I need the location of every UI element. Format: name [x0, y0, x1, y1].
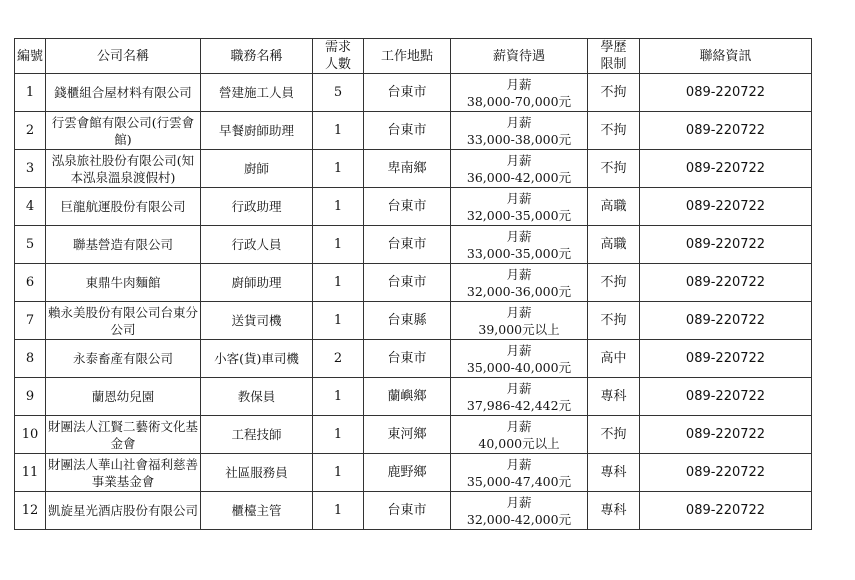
row-job: 櫃檯主管 [201, 492, 313, 530]
salary-type: 月薪 [506, 418, 532, 434]
salary-range: 35,000-47,400元 [466, 473, 572, 489]
row-no: 12 [15, 492, 46, 530]
row-company: 東鼎牛肉麵館 [46, 264, 201, 302]
salary-range: 36,000-42,000元 [466, 169, 572, 185]
row-contact: 089-220722 [640, 188, 812, 226]
salary-type: 月薪 [506, 114, 532, 130]
table-row [15, 340, 812, 378]
row-company: 賴永美股份有限公司台東分公司 [46, 302, 201, 340]
salary-type: 月薪 [506, 342, 532, 358]
table-row [15, 74, 812, 112]
salary-type: 月薪 [506, 456, 532, 472]
row-company: 巨龍航運股份有限公司 [46, 188, 201, 226]
row-salary [451, 416, 588, 454]
salary-type: 月薪 [506, 228, 532, 244]
row-count: 1 [313, 492, 364, 530]
row-salary [451, 150, 588, 188]
row-count: 1 [313, 150, 364, 188]
row-contact: 089-220722 [640, 340, 812, 378]
row-education: 專科 [588, 378, 640, 416]
row-company: 蘭恩幼兒園 [46, 378, 201, 416]
row-location: 卑南鄉 [364, 150, 451, 188]
row-education: 高職 [588, 188, 640, 226]
row-location: 台東市 [364, 340, 451, 378]
row-job: 教保員 [201, 378, 313, 416]
row-location: 東河鄉 [364, 416, 451, 454]
row-no: 7 [15, 302, 46, 340]
row-location: 台東市 [364, 492, 451, 530]
salary-type: 月薪 [506, 494, 532, 510]
row-contact: 089-220722 [640, 226, 812, 264]
salary-range: 35,000-40,000元 [466, 359, 572, 375]
table-row [15, 416, 812, 454]
row-salary [451, 112, 588, 150]
row-job: 早餐廚師助理 [201, 112, 313, 150]
row-contact: 089-220722 [640, 74, 812, 112]
salary-range: 33,000-38,000元 [466, 131, 572, 147]
table-row [15, 188, 812, 226]
row-location: 台東市 [364, 188, 451, 226]
salary-range: 32,000-35,000元 [466, 207, 572, 223]
salary-type: 月薪 [506, 380, 532, 396]
row-company: 泓泉旅社股份有限公司(知本泓泉溫泉渡假村) [46, 150, 201, 188]
row-company: 凱旋星光酒店股份有限公司 [46, 492, 201, 530]
table-row [15, 264, 812, 302]
row-salary [451, 302, 588, 340]
row-no: 8 [15, 340, 46, 378]
header-count-line2: 人數 [324, 57, 351, 72]
salary-range: 32,000-42,000元 [466, 511, 572, 527]
row-count: 1 [313, 112, 364, 150]
row-location: 台東市 [364, 226, 451, 264]
row-no: 1 [15, 74, 46, 112]
table-row [15, 150, 812, 188]
row-education: 專科 [588, 492, 640, 530]
row-education: 高中 [588, 340, 640, 378]
header-location: 工作地點 [364, 39, 451, 74]
header-education [588, 39, 640, 74]
row-no: 4 [15, 188, 46, 226]
row-salary [451, 454, 588, 492]
table-body [15, 74, 812, 530]
row-job: 廚師 [201, 150, 313, 188]
row-salary [451, 226, 588, 264]
row-salary [451, 378, 588, 416]
row-count: 1 [313, 378, 364, 416]
row-contact: 089-220722 [640, 454, 812, 492]
table-header-row [15, 39, 812, 74]
row-count: 1 [313, 188, 364, 226]
row-location: 蘭嶼鄉 [364, 378, 451, 416]
row-no: 9 [15, 378, 46, 416]
row-contact: 089-220722 [640, 302, 812, 340]
row-count: 5 [313, 74, 364, 112]
salary-type: 月薪 [506, 266, 532, 282]
row-count: 1 [313, 302, 364, 340]
row-location: 台東縣 [364, 302, 451, 340]
row-contact: 089-220722 [640, 416, 812, 454]
row-no: 6 [15, 264, 46, 302]
row-education: 不拘 [588, 264, 640, 302]
row-no: 2 [15, 112, 46, 150]
row-salary [451, 188, 588, 226]
row-job: 社區服務員 [201, 454, 313, 492]
salary-type: 月薪 [506, 304, 532, 320]
row-contact: 089-220722 [640, 378, 812, 416]
row-no: 3 [15, 150, 46, 188]
salary-range: 38,000-70,000元 [466, 93, 572, 109]
row-company: 聯基營造有限公司 [46, 226, 201, 264]
job-listing-table [14, 38, 812, 530]
header-education-line1: 學歷 [600, 40, 627, 55]
header-count-line1: 需求 [324, 40, 351, 55]
row-job: 工程技師 [201, 416, 313, 454]
row-count: 2 [313, 340, 364, 378]
row-salary [451, 264, 588, 302]
row-education: 不拘 [588, 416, 640, 454]
header-company: 公司名稱 [46, 39, 201, 74]
row-company: 錢櫃組合屋材料有限公司 [46, 74, 201, 112]
row-education: 不拘 [588, 74, 640, 112]
row-job: 送貨司機 [201, 302, 313, 340]
salary-range: 40,000元以上 [478, 435, 560, 451]
salary-type: 月薪 [506, 152, 532, 168]
header-salary: 薪資待遇 [451, 39, 588, 74]
row-no: 10 [15, 416, 46, 454]
row-job: 營建施工人員 [201, 74, 313, 112]
row-education: 不拘 [588, 150, 640, 188]
row-education: 高職 [588, 226, 640, 264]
header-contact: 聯絡資訊 [640, 39, 812, 74]
table-row [15, 492, 812, 530]
salary-range: 39,000元以上 [478, 321, 560, 337]
row-contact: 089-220722 [640, 264, 812, 302]
row-job: 行政人員 [201, 226, 313, 264]
table-row [15, 302, 812, 340]
row-job: 廚師助理 [201, 264, 313, 302]
row-count: 1 [313, 416, 364, 454]
row-company: 行雲會館有限公司(行雲會館) [46, 112, 201, 150]
row-count: 1 [313, 226, 364, 264]
row-salary [451, 492, 588, 530]
row-count: 1 [313, 454, 364, 492]
row-education: 不拘 [588, 112, 640, 150]
row-no: 5 [15, 226, 46, 264]
row-company: 財團法人江賢二藝術文化基金會 [46, 416, 201, 454]
row-no: 11 [15, 454, 46, 492]
row-contact: 089-220722 [640, 150, 812, 188]
salary-range: 37,986-42,442元 [466, 397, 572, 413]
header-job: 職務名稱 [201, 39, 313, 74]
salary-range: 33,000-35,000元 [466, 245, 572, 261]
row-salary [451, 340, 588, 378]
table-row [15, 378, 812, 416]
row-location: 台東市 [364, 112, 451, 150]
job-listing-sheet [14, 38, 812, 530]
header-no: 編號 [15, 39, 46, 74]
row-contact: 089-220722 [640, 492, 812, 530]
salary-range: 32,000-36,000元 [466, 283, 572, 299]
row-salary [451, 74, 588, 112]
row-location: 台東市 [364, 264, 451, 302]
row-education: 專科 [588, 454, 640, 492]
salary-type: 月薪 [506, 190, 532, 206]
row-job: 行政助理 [201, 188, 313, 226]
table-row [15, 454, 812, 492]
salary-type: 月薪 [506, 76, 532, 92]
table-row [15, 226, 812, 264]
row-company: 永泰畜產有限公司 [46, 340, 201, 378]
row-job: 小客(貨)車司機 [201, 340, 313, 378]
row-count: 1 [313, 264, 364, 302]
row-location: 台東市 [364, 74, 451, 112]
row-location: 鹿野鄉 [364, 454, 451, 492]
row-contact: 089-220722 [640, 112, 812, 150]
header-count [313, 39, 364, 74]
table-row [15, 112, 812, 150]
header-education-line2: 限制 [600, 57, 627, 72]
row-education: 不拘 [588, 302, 640, 340]
row-company: 財團法人華山社會福利慈善事業基金會 [46, 454, 201, 492]
